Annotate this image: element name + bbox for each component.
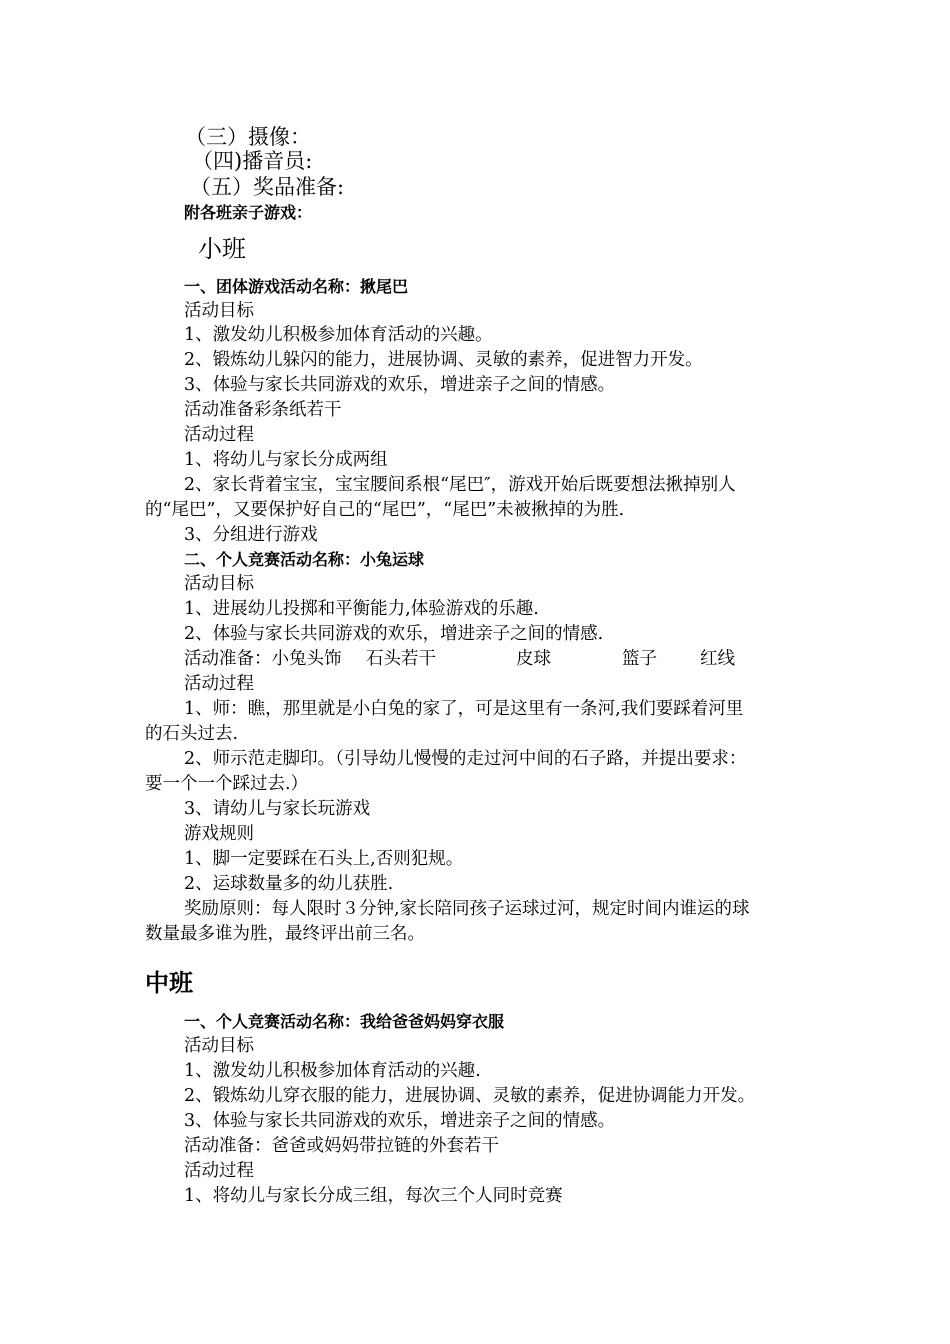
prep-item-ball: 皮球 xyxy=(516,649,551,669)
prep-item-stones: 石头若干 xyxy=(366,649,436,669)
middle-game1-heading: 一、个人竞赛活动名称：我给爸爸妈妈穿衣服 xyxy=(184,1012,505,1031)
small-game2-process-label: 活动过程 xyxy=(184,674,254,694)
small-game2-step1-line1: 1、师：瞧，那里就是小白兔的家了，可是这里有一条河,我们要踩着河里 xyxy=(184,699,744,719)
small-game2-step2-line2: 要一个一个踩过去.） xyxy=(145,774,309,794)
appendix-heading: 附各班亲子游戏： xyxy=(184,203,313,222)
small-game1-step1: 1、将幼儿与家长分成两组 xyxy=(184,450,388,470)
small-game2-reward-line1: 奖励原则：每人限时３分钟,家长陪同孩子运球过河，规定时间内谁运的球 xyxy=(184,899,750,919)
middle-game1-goal-label: 活动目标 xyxy=(184,1036,254,1056)
small-game1-goal1: 1、激发幼儿积极参加体育活动的兴趣。 xyxy=(184,325,493,345)
small-game1-goal3: 3、体验与家长共同游戏的欢乐，增进亲子之间的情感。 xyxy=(184,375,616,395)
middle-game1-goal2: 2、锻炼幼儿穿衣服的能力，进展协调、灵敏的素养，促进协调能力开发。 xyxy=(184,1086,756,1106)
small-game2-goal1: 1、进展幼儿投掷和平衡能力,体验游戏的乐趣. xyxy=(184,599,539,619)
small-game2-step2-line1: 2、师示范走脚印。（引导幼儿慢慢的走过河中间的石子路，并提出要求： xyxy=(184,749,747,769)
prep-item-red-thread: 红线 xyxy=(700,649,735,669)
small-game2-goal-label: 活动目标 xyxy=(184,574,254,594)
middle-game1-prep: 活动准备：爸爸或妈妈带拉链的外套若干 xyxy=(184,1136,499,1156)
small-game1-prep: 活动准备彩条纸若干 xyxy=(184,400,342,420)
small-game1-step2-line2: 的“尾巴”，又要保护好自己的“尾巴”，“尾巴”未被揪掉的为胜. xyxy=(145,500,625,520)
small-game1-heading: 一、团体游戏活动名称：揪尾巴 xyxy=(184,277,409,296)
small-game2-prep-label: 活动准备：小兔头饰 xyxy=(184,649,342,669)
middle-game1-goal3: 3、体验与家长共同游戏的欢乐，增进亲子之间的情感。 xyxy=(184,1111,616,1131)
small-game2-step1-line2: 的石头过去. xyxy=(145,724,239,744)
small-game2-step3: 3、请幼儿与家长玩游戏 xyxy=(184,799,371,819)
small-game1-step2-line1: 2、家长背着宝宝，宝宝腰间系根“尾巴″，游戏开始后既要想法揪掉别人 xyxy=(184,475,736,495)
middle-game1-process-label: 活动过程 xyxy=(184,1161,254,1181)
small-game2-prep-line xyxy=(184,648,735,670)
intro-item-camera: （三）摄像： xyxy=(185,125,311,149)
small-game2-rule1: 1、脚一定要踩在石头上,否则犯规。 xyxy=(184,849,464,869)
small-game1-goal2: 2、锻炼幼儿躲闪的能力，进展协调、灵敏的素养，促进智力开发。 xyxy=(184,350,703,370)
middle-game1-goal1: 1、激发幼儿积极参加体育活动的兴趣. xyxy=(184,1061,481,1081)
small-game2-rules-label: 游戏规则 xyxy=(184,824,254,844)
intro-item-prizes: （五）奖品准备: xyxy=(190,175,345,199)
small-game1-process-label: 活动过程 xyxy=(184,425,254,445)
intro-item-announcer: （四)播音员: xyxy=(192,149,313,173)
prep-item-basket: 篮子 xyxy=(622,649,657,669)
small-game2-reward-line2: 数量最多谁为胜，最终评出前三名。 xyxy=(145,924,425,944)
small-game2-heading: 二、个人竞赛活动名称：小兔运球 xyxy=(184,550,425,569)
small-class-title: 小班 xyxy=(198,235,246,263)
small-game1-step3: 3、分组进行游戏 xyxy=(184,525,318,545)
small-game1-goal-label: 活动目标 xyxy=(184,301,254,321)
middle-game1-step1: 1、将幼儿与家长分成三组，每次三个人同时竞赛 xyxy=(184,1186,563,1206)
small-game2-goal2: 2、体验与家长共同游戏的欢乐，增进亲子之间的情感. xyxy=(184,624,604,644)
small-game2-rule2: 2、运球数量多的幼儿获胜. xyxy=(184,874,394,894)
middle-class-title: 中班 xyxy=(145,969,193,997)
